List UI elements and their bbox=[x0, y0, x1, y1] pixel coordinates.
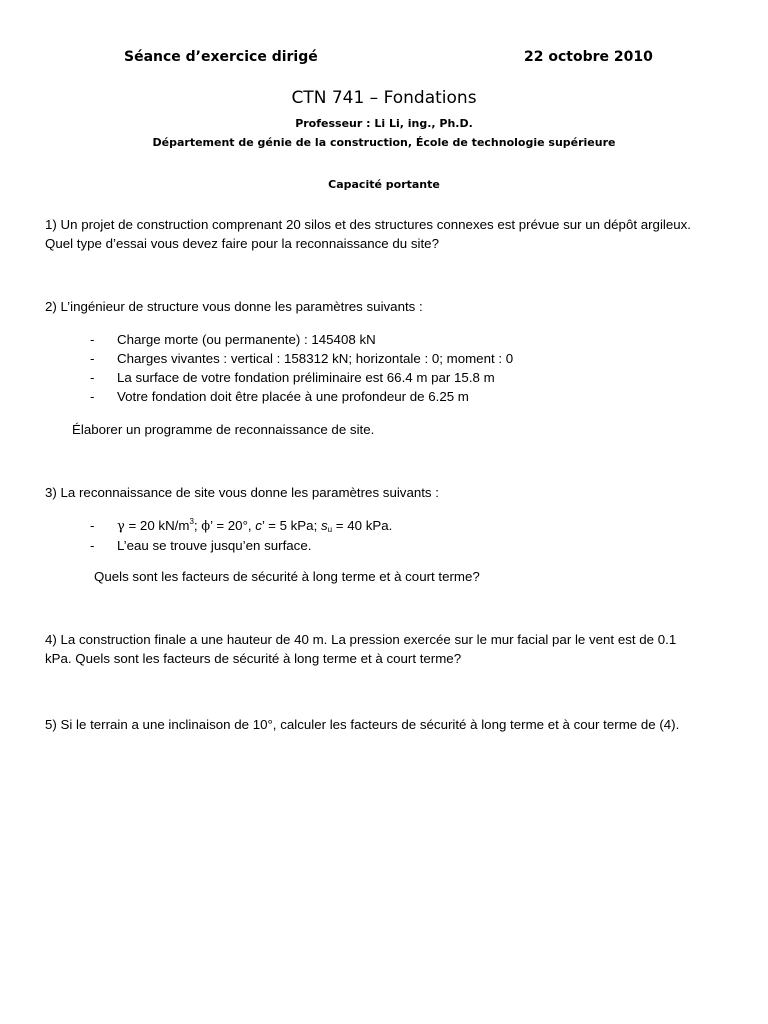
bullet-dash: - bbox=[90, 332, 95, 347]
list-item bbox=[90, 368, 513, 387]
su-symbol: s bbox=[320, 518, 328, 533]
bullet-dash: - bbox=[90, 370, 95, 385]
question-2-task: Élaborer un programme de reconnaissance de site. bbox=[72, 422, 375, 437]
phi-symbol: ϕ bbox=[201, 519, 211, 534]
list-item-text: Charges vivantes : vertical : 158312 kN; horizontale : 0; moment : 0 bbox=[117, 351, 514, 366]
question-3-intro: 3) La reconnaissance de site vous donne les paramètres suivants : bbox=[45, 485, 439, 500]
su-value: = 40 kPa. bbox=[332, 518, 393, 533]
question-1-line-1: 1) Un projet de construction comprenant 20 silos et des structures connexes est prévue sur un dépôt argileux. bbox=[45, 217, 691, 232]
date-label: 22 octobre 2010 bbox=[524, 49, 653, 65]
bullet-dash: - bbox=[90, 389, 95, 404]
question-2-intro: 2) L’ingénieur de structure vous donne les paramètres suivants : bbox=[45, 299, 423, 314]
list-item-text: Charge morte (ou permanente) : 145408 kN bbox=[117, 332, 376, 347]
question-1 bbox=[45, 215, 735, 253]
bullet-dash: - bbox=[90, 351, 95, 366]
question-5-line-1: 5) Si le terrain a une inclinaison de 10°, calculer les facteurs de sécurité à long terme et à cour terme de (4). bbox=[45, 717, 680, 732]
course-title: CTN 741 – Fondations bbox=[291, 88, 477, 108]
su-subscript: u bbox=[327, 525, 333, 534]
phi-value: ’ = 20°, bbox=[210, 518, 256, 533]
professor-line: Professeur : Li Li, ing., Ph.D. bbox=[295, 117, 473, 130]
list-item-text: L’eau se trouve jusqu’en surface. bbox=[117, 538, 312, 553]
question-3-parameter-list bbox=[90, 516, 392, 555]
list-item bbox=[90, 349, 513, 368]
cohesion-symbol: c bbox=[255, 518, 262, 533]
question-1-line-2: Quel type d’essai vous devez faire pour la reconnaissance du site? bbox=[45, 236, 439, 251]
list-item-text: La surface de votre fondation préliminaire est 66.4 m par 15.8 m bbox=[117, 370, 495, 385]
bullet-dash: - bbox=[90, 538, 95, 553]
department-line: Département de génie de la construction, École de technologie supérieure bbox=[152, 136, 616, 149]
question-5 bbox=[45, 715, 735, 734]
question-4 bbox=[45, 630, 735, 668]
list-item bbox=[90, 330, 513, 349]
session-label: Séance d’exercice dirigé bbox=[124, 49, 318, 65]
cube-exponent: 3 bbox=[189, 517, 194, 526]
question-3-question: Quels sont les facteurs de sécurité à long terme et à court terme? bbox=[94, 569, 480, 584]
list-item-text: Votre fondation doit être placée à une profondeur de 6.25 m bbox=[117, 389, 469, 404]
cohesion-value: ’ = 5 kPa; bbox=[261, 518, 321, 533]
list-item-soil-parameters bbox=[90, 516, 392, 536]
gamma-value: = 20 kN/m bbox=[124, 518, 190, 533]
bullet-dash: - bbox=[90, 518, 95, 533]
topic-heading: Capacité portante bbox=[328, 178, 440, 191]
list-item bbox=[90, 387, 513, 406]
question-4-line-1: 4) La construction finale a une hauteur de 40 m. La pression exercée sur le mur facial par le vent est de 0.1 bbox=[45, 632, 677, 647]
gamma-symbol: γ bbox=[117, 519, 125, 534]
list-item bbox=[90, 536, 392, 555]
question-2-parameter-list bbox=[90, 330, 513, 406]
question-4-line-2: kPa. Quels sont les facteurs de sécurité à long terme et à court terme? bbox=[45, 651, 462, 666]
separator: ; bbox=[193, 518, 202, 533]
